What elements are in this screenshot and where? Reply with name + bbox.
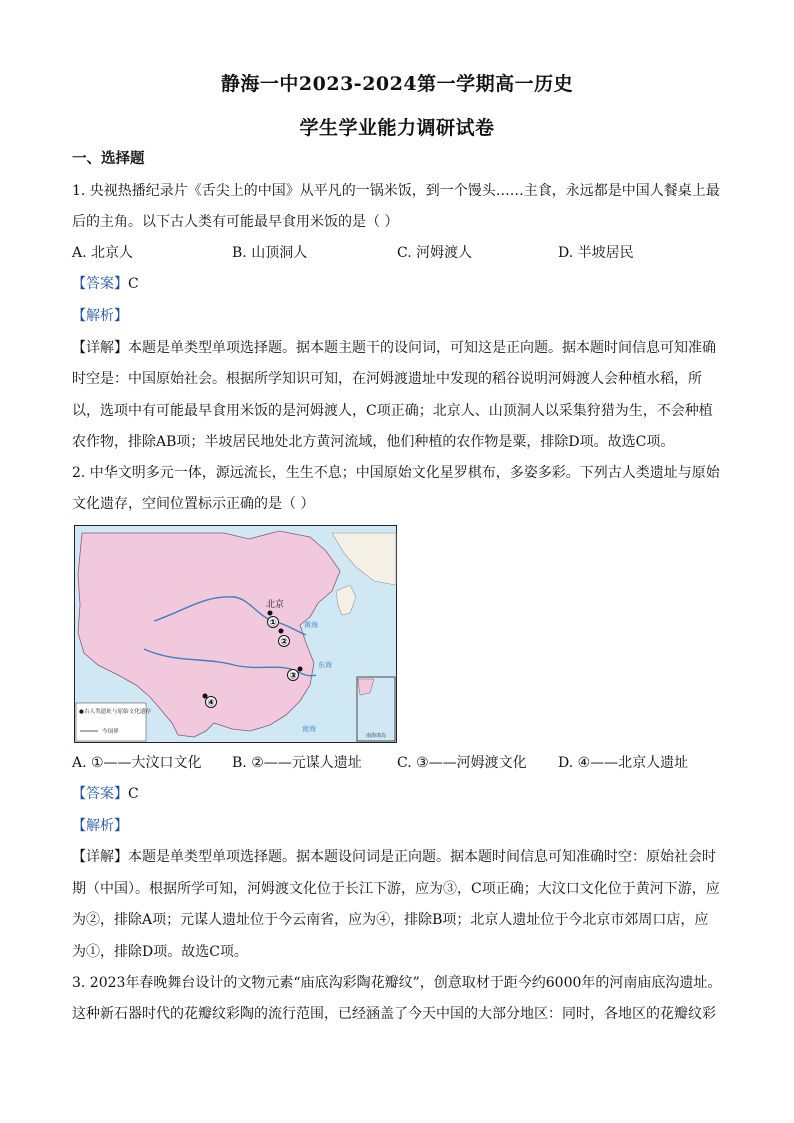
q1-detail-line1: 【详解】本题是单类型单项选择题。据本题主题干的设问词，可知这是正向题。据本题时间信息可知准确 [72, 340, 716, 356]
legend-site-label: ●古人类遗址与原始文化遗存 [79, 709, 152, 715]
beijing-label: 北京 [266, 600, 285, 610]
answer-value: C [128, 276, 139, 292]
marker-2-label: ② [280, 637, 288, 648]
section-heading: 一、选择题 [72, 150, 145, 167]
q2-detail-line2: 期（中国）。根据所学可知，河姆渡文化位于长江下游，应为③，C项正确；大汶口文化位于黄河下游，应 [72, 881, 720, 897]
q1-detail-line4: 农作物，排除AB项；半坡居民地处北方黄河流域，他们种植的农作物是粟，排除D项。故选C项。 [72, 434, 675, 450]
q2-option-c: C. ③——河姆渡文化 [397, 755, 527, 771]
analysis-tag: 【解析】 [72, 308, 128, 324]
sea-label-east: 东海 [318, 661, 332, 669]
sea-label-south: 南海 [302, 725, 316, 733]
q1-option-c: C. 河姆渡人 [397, 245, 473, 261]
q2-stem-line1: 2. 中华文明多元一体，源远流长，生生不息；中国原始文化星罗棋布，多姿多彩。下列古人类遗址与原始 [72, 465, 720, 481]
exam-title: 静海一中2023-2024第一学期高一历史 [220, 73, 574, 95]
analysis-tag: 【解析】 [72, 818, 128, 834]
marker-3-label: ③ [289, 671, 297, 682]
q1-answer [72, 273, 732, 295]
site-2-point [279, 629, 284, 634]
sea-label-yellow: 黄海 [304, 621, 318, 629]
marker-4-label: ④ [207, 698, 215, 709]
q3-stem-line2: 这种新石器时代的花瓣纹彩陶的流行范围，已经涵盖了今天中国的大部分地区：同时，各地区的花瓣纹彩 [72, 1006, 716, 1022]
legend-border-label: 今国界 [102, 729, 119, 735]
q1-options [72, 242, 722, 264]
answer-value: C [128, 786, 139, 802]
q3-stem-line1: 3. 2023年春晚舞台设计的文物元素“庙底沟彩陶花瓣纹”，创意取材于距今约6000年的河南庙底沟遗址。 [72, 975, 722, 991]
beijing-point [268, 611, 273, 616]
q1-stem-line1: 1. 央视热播纪录片《舌尖上的中国》从平凡的一锅米饭，到一个馒头……主食，永远都是中国人餐桌上最 [72, 183, 720, 199]
q1-option-d: D. 半坡居民 [558, 245, 634, 261]
q2-option-b: B. ②——元谋人遗址 [232, 755, 362, 771]
q2-detail-line4: 为①，排除D项。故选C项。 [72, 944, 248, 960]
inset-label: 南海诸岛 [365, 733, 387, 739]
china-map [74, 525, 397, 743]
answer-tag: 【答案】 [72, 276, 128, 292]
q2-stem-line2: 文化遗存，空间位置标示正确的是（ ） [72, 496, 315, 512]
q1-analysis-tag [72, 305, 732, 327]
q2-answer [72, 783, 732, 805]
marker-1-label: ① [269, 618, 277, 629]
q2-detail-line3: 为②，排除A项；元谋人遗址位于今云南省，应为④，排除B项；北京人遗址位于今北京市郊周口店，应 [72, 912, 709, 928]
q1-stem-line2: 后的主角。以下古人类有可能最早食用米饭的是（ ） [72, 214, 399, 230]
q2-analysis-tag [72, 815, 732, 837]
q2-options [72, 752, 722, 774]
q2-option-a: A. ①——大汶口文化 [72, 755, 202, 771]
q1-option-a: A. 北京人 [72, 245, 134, 261]
q2-option-d: D. ④——北京人遗址 [558, 755, 689, 771]
site-3-point [298, 667, 303, 672]
answer-tag: 【答案】 [72, 786, 128, 802]
q1-detail-line3: 以，选项中有可能最早食用米饭的是河姆渡人，C项正确；北京人、山顶洞人以采集狩猎为生，不会种植 [72, 403, 713, 419]
exam-subtitle: 学生学业能力调研试卷 [299, 117, 495, 139]
q1-detail-line2: 时空是：中国原始社会。根据所学知识可知，在河姆渡遗址中发现的稻谷说明河姆渡人会种植水稻，所 [72, 371, 702, 387]
q2-detail-line1: 【详解】本题是单类型单项选择题。据本题设问词是正向题。据本题时间信息可知准确时空：原始社会时 [72, 849, 716, 865]
q1-option-b: B. 山顶洞人 [232, 245, 308, 261]
